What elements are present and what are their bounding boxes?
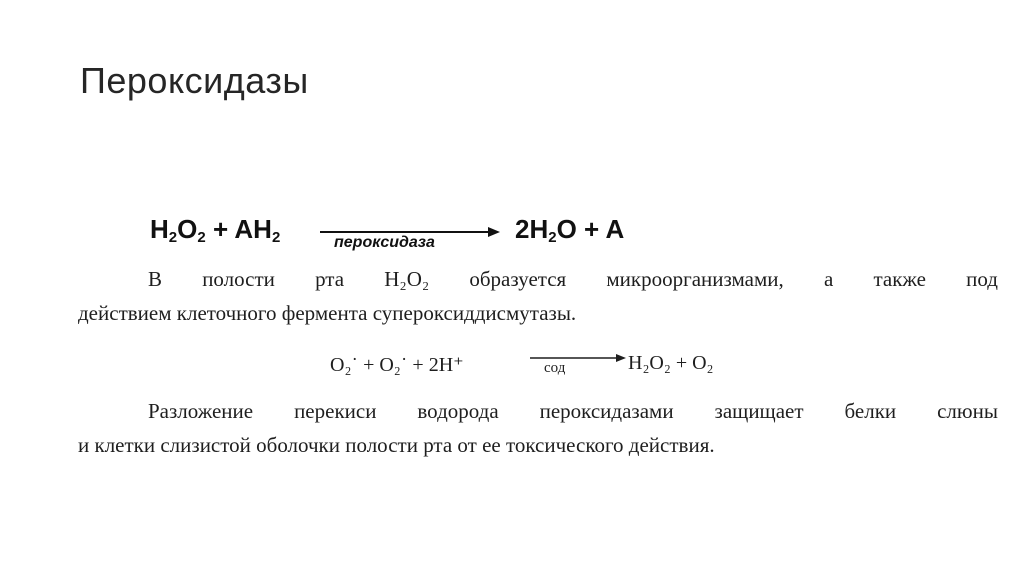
word: H₂O₂ [384, 267, 430, 291]
word: рта [315, 267, 345, 291]
word: пероксидазами [539, 399, 674, 423]
equation-sod [330, 346, 830, 386]
paragraph-decomposition [78, 394, 998, 462]
word: белки [844, 399, 897, 423]
equation1-rhs: $2H_2O + A$ [515, 214, 625, 246]
arrow-label-sod: сод [544, 360, 566, 376]
word: перекиси [294, 399, 377, 423]
equation1-lhs: $H_2O_2 + AH_2$ [150, 214, 281, 246]
word: слюны [937, 399, 998, 423]
equation2-rhs: H₂O₂ + O₂ [628, 352, 714, 374]
equation2-lhs: O₂˙ + O₂˙ + 2H⁺ [330, 354, 464, 376]
word: защищает [714, 399, 804, 423]
paragraph1-line2: действием клеточного фермента супероксиддисмутазы. [78, 301, 577, 325]
paragraph2-line2: и клетки слизистой оболочки полости рта от ее токсического действия. [78, 433, 715, 457]
paragraph1-line1 [78, 262, 998, 296]
paragraph-formation [78, 262, 998, 330]
word: Разложение [148, 399, 254, 423]
content-image [78, 200, 998, 470]
paragraph2-line1 [78, 394, 998, 428]
word: образуется [469, 267, 567, 291]
word: под [966, 267, 998, 291]
word: также [873, 267, 926, 291]
slide-title: Пероксидазы [80, 60, 309, 101]
word: микроорганизмами, [606, 267, 784, 291]
word: В [148, 267, 163, 291]
word: а [823, 267, 834, 291]
equation-peroxidase [150, 206, 710, 256]
word: водорода [417, 399, 499, 423]
word: полости [202, 267, 275, 291]
arrow-label-enzyme: пероксидаза [334, 234, 435, 251]
